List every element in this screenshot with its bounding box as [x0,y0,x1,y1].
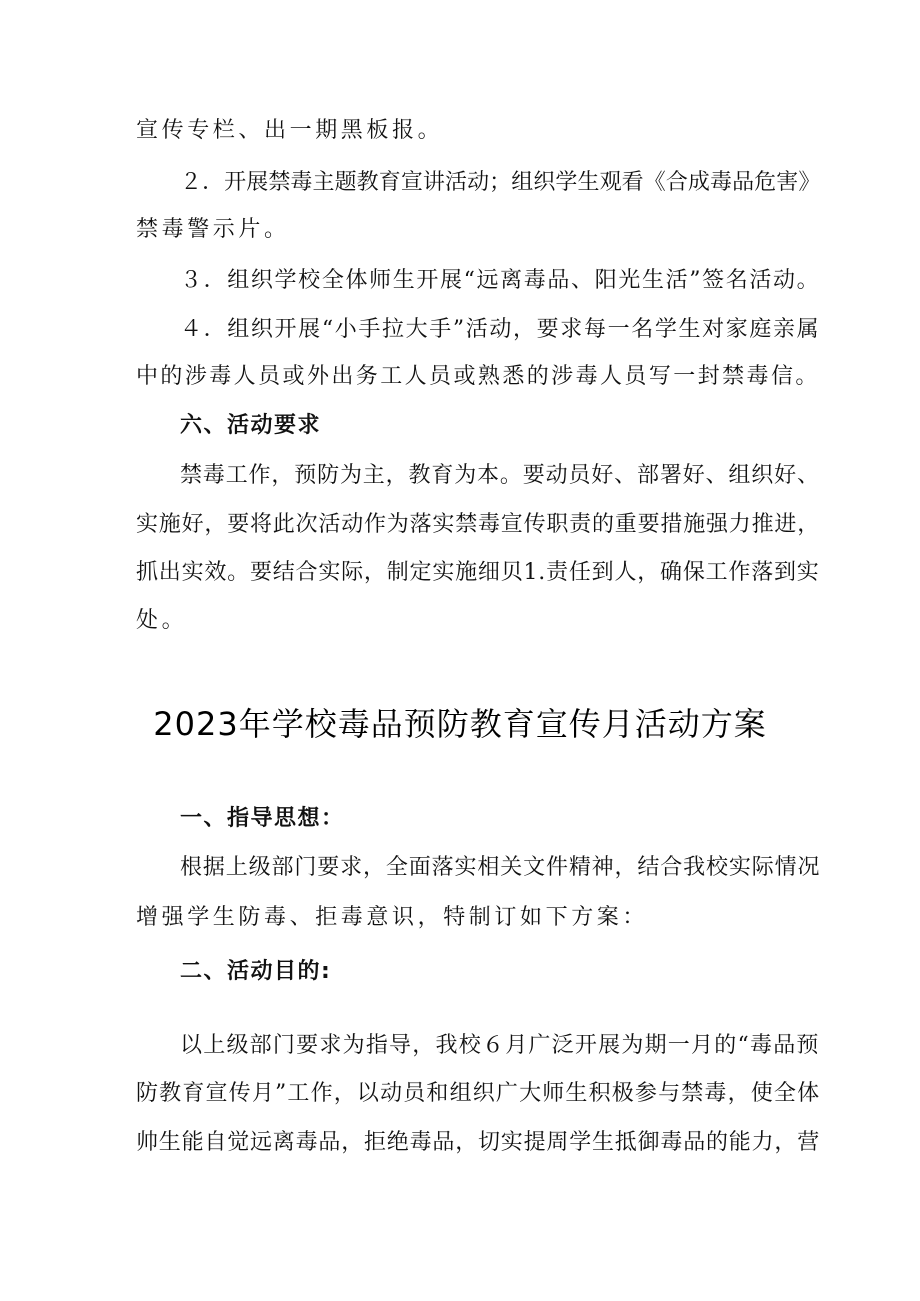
text-line-content: 处。 [136,608,188,633]
section-heading-one: 一、指导思想： [180,806,345,831]
text-line-content: 帅生能自觉远离毒品，拒绝毒品，切实提周学生抵御毒品的能力，营 [136,1130,821,1155]
section-heading-six: 六、活动要求 [180,413,322,438]
text-line-content: ２．开展禁毒主题教育宣讲活动；组织学生观看《合成毒品危害》 [180,170,821,195]
text-line-content: 增强学生防毒、拒毒意识，特制订如下方案： [136,905,649,930]
text-line-content: 禁毒警示片。 [136,217,290,242]
text-line-content: 根据上级部门要求，全面落实相关文件精神，结合我校实际情况 [180,855,821,880]
text-line-content: ３．组织学校全体师生开展“远离毒品、阳光生活”签名活动。 [180,268,821,293]
text-line-content: 宣传专栏、出一期黑板报。 [136,118,444,143]
text-line-content: 实施好，要将此次活动作为落实禁毒宣传职责的重要措施强力推进， [136,512,821,537]
text-line-content: 中的涉毒人员或外出务工人员或熟悉的涉毒人员写一封禁毒信。 [136,364,820,389]
text-line-content: 防教育宣传月”工作，以动员和组织广大师生积极参与禁毒，使全体 [136,1081,821,1106]
text-line-content: ４．组织开展“小手拉大手”活动，要求每一名学生对家庭亲属 [180,317,821,342]
text-line-content: 以上级部门要求为指导，我校６月广泛开展为期一月的“毒品预 [180,1033,820,1058]
document-title: 2023年学校毒品预防教育宣传月活动方案 [153,705,767,743]
text-line-content: 禁毒工作，预防为主，教育为本。要动员好、部署好、组织好、 [180,463,820,488]
text-line-content: 抓出实效。要结合实际，制定实施细贝1.责任到人，确保工作落到实 [136,560,820,585]
section-heading-two: 二、活动目的: [180,959,332,984]
